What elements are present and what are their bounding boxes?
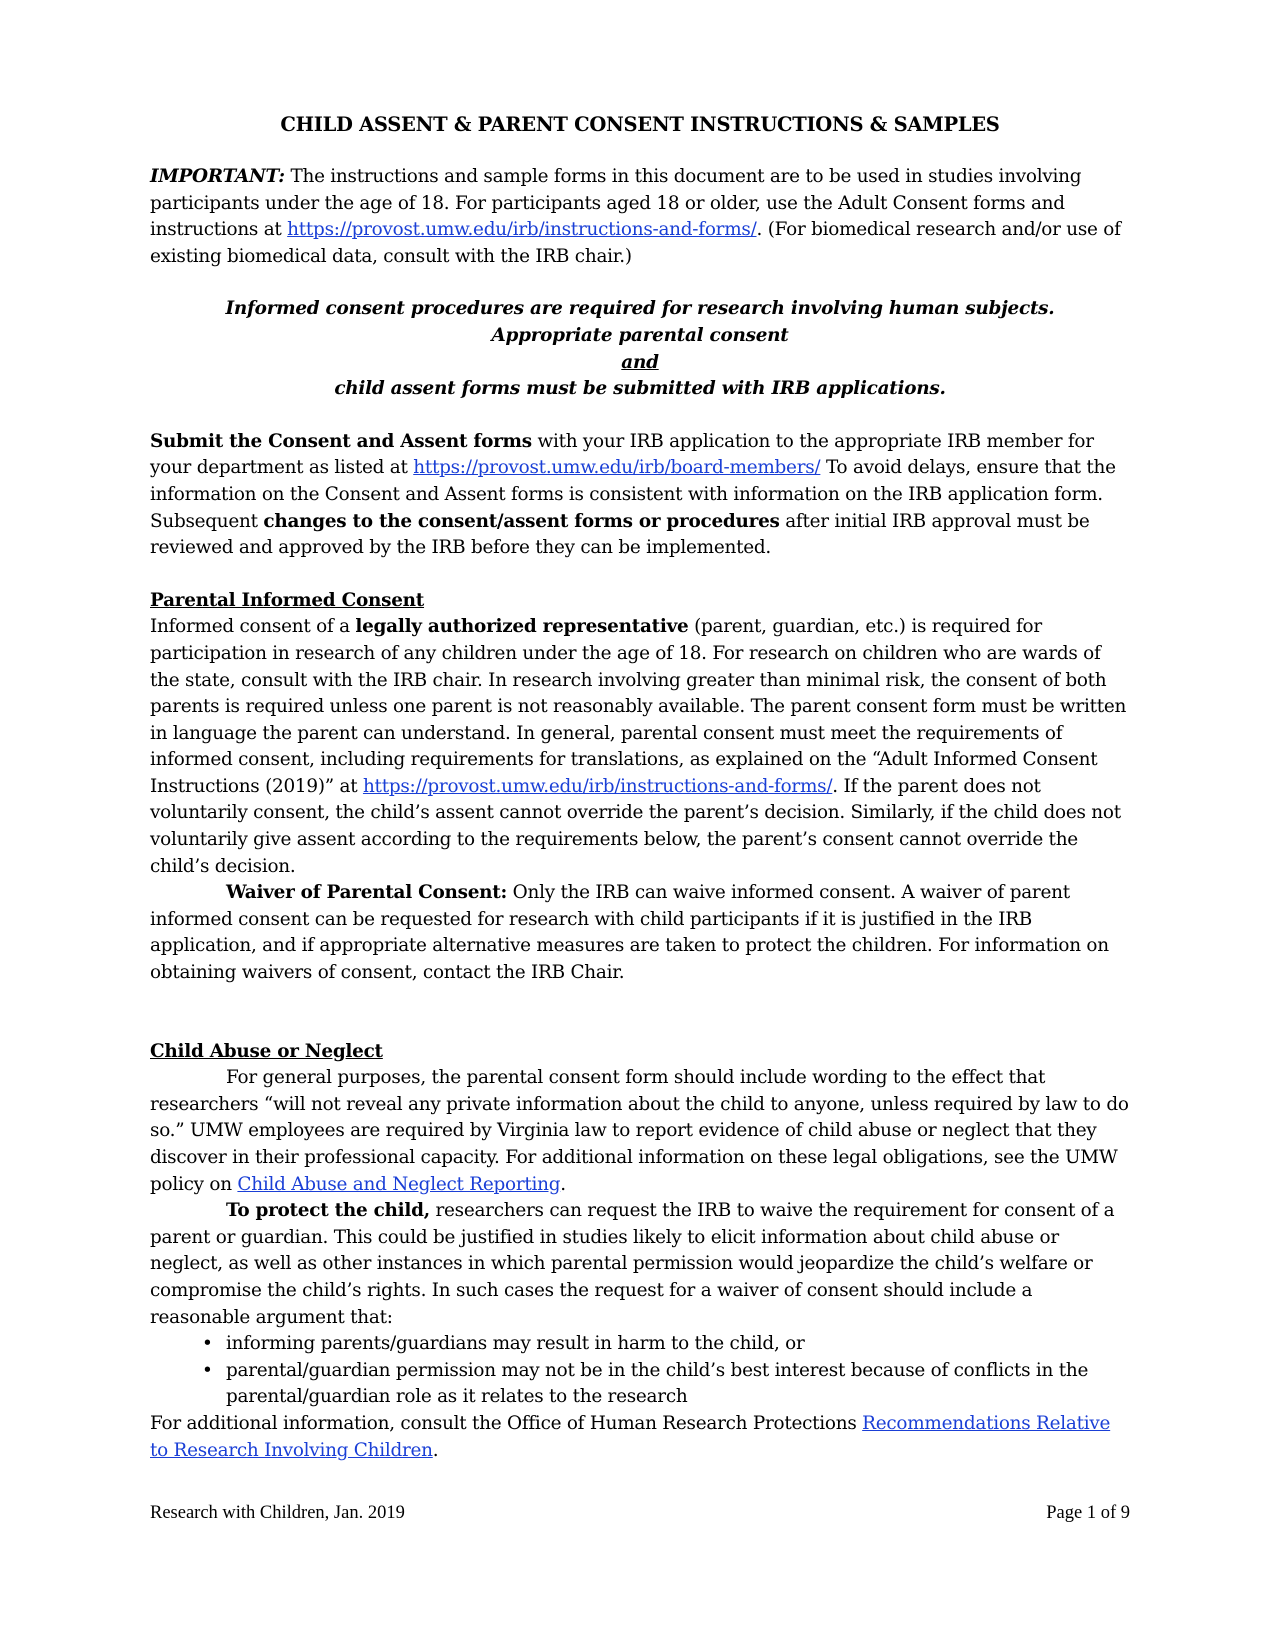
waiver-bold: Waiver of Parental Consent:: [226, 882, 508, 904]
emphasis-and: and: [621, 351, 659, 373]
submit-bold-1: Submit the Consent and Assent forms: [150, 430, 532, 452]
abuse-paragraph-3: [150, 1411, 1130, 1464]
submit-text-1: with your IRB application to the appropriate IRB member for your department as listed at: [150, 430, 1094, 479]
important-text-2: . (For biomedical research and/or use of existing biomedical data, consult with the IRB chair.): [150, 219, 1121, 267]
instructions-forms-link[interactable]: https://provost.umw.edu/irb/instructions-and-forms/: [287, 219, 757, 241]
document-title: CHILD ASSENT & PARENT CONSENT INSTRUCTIONS & SAMPLES: [280, 113, 1000, 136]
parental-bold-1: legally authorized representative: [355, 616, 689, 638]
abuse-paragraph-1: [150, 1065, 1130, 1198]
abuse-p3-end: .: [432, 1439, 439, 1461]
abuse-p2-text: researchers can request the IRB to waive the requirement for consent of a parent or guardian. This could be justified in studies likely to elicit information about child abuse or neglect, as well as other instances in which parental permission would jeopardize the child’s welfare or compromise the child’s rights. In such cases the request for a waiver of consent should include a reasonable argument that:: [150, 1200, 1115, 1328]
parental-text-1: Informed consent of a: [150, 616, 356, 638]
abuse-p1-end: .: [560, 1173, 566, 1195]
footer-page-number: Page 1 of 9: [1046, 1503, 1130, 1523]
parental-consent-paragraph: [150, 614, 1130, 880]
emphasis-line-2-pre: Appropriate parental consent: [491, 324, 789, 346]
important-paragraph: [150, 164, 1130, 270]
emphasis-line-1: Informed consent procedures are required for research involving human subjects.: [225, 298, 1055, 320]
waiver-paragraph: [150, 880, 1130, 986]
list-item: [202, 1331, 1130, 1358]
emphasis-line-2: [150, 323, 1130, 403]
board-members-link[interactable]: https://provost.umw.edu/irb/board-members/: [413, 457, 821, 479]
child-abuse-heading: Child Abuse or Neglect: [150, 1040, 383, 1062]
list-item: [202, 1358, 1130, 1411]
submit-paragraph: [150, 429, 1130, 562]
list-item-text: informing parents/guardians may result in harm to the child, or: [226, 1333, 805, 1355]
emphasis-block: [150, 296, 1130, 402]
submit-text-3: after initial IRB approval must be reviewed and approved by the IRB before they can be implemented.: [150, 510, 1090, 559]
abuse-p3-text: For additional information, consult the Office of Human Research Protections: [150, 1412, 863, 1434]
list-item-text: parental/guardian permission may not be in the child’s best interest because of conflicts in the parental/guardian role as it relates to the research: [226, 1359, 1089, 1408]
footer-document-label: Research with Children, Jan. 2019: [150, 1503, 405, 1523]
submit-bold-2: changes to the consent/assent forms or procedures: [263, 510, 780, 532]
abuse-paragraph-2: [150, 1198, 1130, 1331]
bullet-icon: •: [202, 1333, 213, 1355]
bullet-icon: •: [202, 1359, 213, 1381]
abuse-p2-bold: To protect the child,: [226, 1200, 430, 1222]
parental-text-2: (parent, guardian, etc.) is required for participation in research of any children under the age of 18. For research on children who are wards of the state, consult with the IRB chair. In research involving greater than minimal risk, the consent of both parents is required unless one parent is not reasonably available. The parent consent form must be written in language the parent can understand. In general, parental consent must meet the requirements of informed consent, including requirements for translations, as explained on the “Adult Informed Consent Instructions (2019)” at: [150, 616, 1127, 797]
abuse-p1-text: For general purposes, the parental consent form should include wording to the effect that researchers “will not reveal any private information about the child to anyone, unless required by law to do so.” UMW employees are required by Virginia law to report evidence of child abuse or neglect that they discover in their professional capacity. For additional information on these legal obligations, see the UMW policy on: [150, 1067, 1129, 1195]
important-label: IMPORTANT:: [150, 166, 285, 187]
child-abuse-reporting-link[interactable]: Child Abuse and Neglect Reporting: [237, 1173, 561, 1195]
ohrp-recommendations-link[interactable]: Recommendations Relative to Research Involving Children: [150, 1412, 1111, 1461]
emphasis-line-2-post: child assent forms must be submitted with IRB applications.: [334, 378, 946, 400]
document-page: [150, 112, 1130, 1464]
adult-instructions-link[interactable]: https://provost.umw.edu/irb/instructions-and-forms/: [362, 775, 833, 797]
important-text-1: The instructions and sample forms in this document are to be used in studies involving participants under the age of 18. For participants aged 18 or older, use the Adult Consent forms and instructions at: [150, 166, 1082, 241]
parental-text-3: . If the parent does not voluntarily consent, the child’s assent cannot override the parent’s decision. Similarly, if the child does not voluntarily give assent according to the requirements below, the parent’s consent cannot override the child’s decision.: [150, 775, 1121, 877]
parental-consent-heading: Parental Informed Consent: [150, 589, 425, 611]
submit-text-2: To avoid delays, ensure that the information on the Consent and Assent forms is consistent with information on the IRB application form. Subsequent: [150, 457, 1116, 532]
waiver-argument-list: [150, 1331, 1130, 1411]
section-spacer: [150, 987, 1130, 1039]
waiver-text: Only the IRB can waive informed consent. A waiver of parent informed consent can be requested for research with child participants if it is justified in the IRB application, and if appropriate alternative measures are taken to protect the children. For information on obtaining waivers of consent, contact the IRB Chair.: [150, 882, 1109, 984]
